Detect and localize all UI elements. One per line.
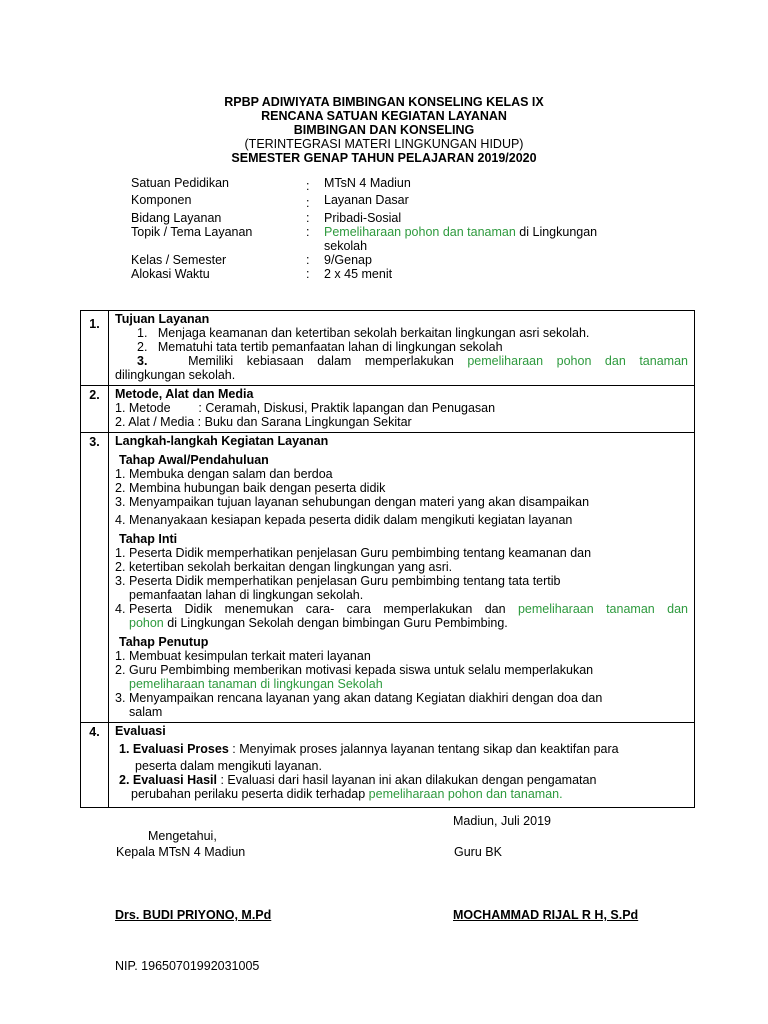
meta-key: Topik / Tema Layanan (131, 225, 253, 239)
list-item: 2. ketertiban sekolah berkaitan dengan lingkungan yang asri. (115, 560, 453, 574)
list-item: 1. Peserta Didik memperhatikan penjelasan Guru pembimbing tentang keamanan dan (115, 546, 592, 560)
meta-colon: : (306, 196, 310, 210)
guru-signature-name: MOCHAMMAD RIJAL R H, S.Pd (453, 908, 639, 922)
list-item: 2. Membina hubungan baik dengan peserta didik (115, 481, 386, 495)
section-title: Evaluasi (115, 724, 166, 738)
section-number: 2. (81, 386, 109, 433)
meta-value-line2: sekolah (324, 239, 368, 253)
meta-value: 9/Genap (324, 253, 372, 267)
document-header (0, 95, 768, 165)
tahap-penutup-title: Tahap Penutup (119, 635, 209, 649)
section-row-metode (81, 386, 695, 433)
meta-colon: : (306, 211, 310, 225)
meta-value (324, 225, 597, 253)
section-number: 1. (81, 311, 109, 386)
tahap-awal-list (115, 467, 688, 527)
meta-key: Kelas / Semester (131, 253, 227, 267)
section-title: Tujuan Layanan (115, 312, 210, 326)
place-date: Madiun, Juli 2019 (453, 814, 551, 828)
meta-value: MTsN 4 Madiun (324, 176, 411, 190)
nip: NIP. 19650701992031005 (115, 959, 260, 973)
meta-colon: : (306, 253, 310, 267)
tahap-awal-title: Tahap Awal/Pendahuluan (119, 453, 269, 467)
list-item: 3. Peserta Didik memperhatikan penjelasan Guru pembimbing tentang tata tertib pemanfaatan lahan di lingkungan sekolah. (115, 574, 561, 602)
evaluasi-proses: 1. Evaluasi Proses : Menyimak proses jalannya layanan tentang sikap dan keaktifan para (119, 742, 619, 756)
meta-key: Komponen (131, 193, 192, 207)
list-item: 3. Menyampaikan tujuan layanan sehubungan dengan materi yang akan disampaikan (115, 495, 590, 509)
evaluasi-hasil-cont: perubahan perilaku peserta didik terhadap pemeliharaan pohon dan tanaman. (131, 787, 563, 801)
meta-colon: : (306, 179, 310, 193)
section-body (109, 386, 695, 433)
list-item: 3. Memiliki kebiasaan dalam memperlakukan pemeliharaan pohon dan tanaman (137, 354, 688, 368)
section-row-evaluasi (81, 723, 695, 808)
meta-value: Pribadi-Sosial (324, 211, 402, 225)
list-item: 1. Menjaga keamanan dan ketertiban sekolah berkaitan lingkungan asri sekolah. (137, 326, 590, 340)
alat-media-line: 2. Alat / Media : Buku dan Sarana Lingkungan Sekitar (115, 415, 412, 429)
header-line-5: SEMESTER GENAP TAHUN PELAJARAN 2019/2020 (231, 151, 537, 165)
metode-line: 1. Metode : Ceramah, Diskusi, Praktik lapangan dan Penugasan (115, 401, 496, 415)
section-row-tujuan (81, 311, 695, 386)
tahap-penutup-list (115, 649, 688, 719)
meta-colon: : (306, 267, 310, 281)
list-item-continuation: dilingkungan sekolah. (115, 368, 236, 382)
section-body (109, 723, 695, 808)
tujuan-list (115, 326, 688, 354)
meta-value-green: Pemeliharaan pohon dan tanaman (324, 225, 516, 239)
evaluasi-proses-cont: peserta dalam mengikuti layanan. (135, 759, 322, 773)
kepala-signature-name: Drs. BUDI PRIYONO, M.Pd (115, 908, 272, 922)
list-item: 1. Membuka dengan salam dan berdoa (115, 467, 333, 481)
tahap-inti-list (115, 546, 688, 630)
meta-value: Layanan Dasar (324, 193, 409, 207)
mengetahui-label: Mengetahui, (148, 829, 217, 843)
meta-colon: : (306, 225, 310, 239)
list-item: 1. Membuat kesimpulan terkait materi layanan (115, 649, 371, 663)
list-item: 4. Peserta Didik menemukan cara- cara memperlakukan dan pemeliharaan tanaman dan pohon di Lingkungan Sekolah dengan bimbingan Guru Pembimbing. (115, 602, 688, 630)
header-line-2: RENCANA SATUAN KEGIATAN LAYANAN (261, 109, 507, 123)
list-item: 2. Mematuhi tata tertib pemanfaatan lahan di lingkungan sekolah (137, 340, 503, 354)
section-body (109, 433, 695, 723)
kepala-title: Kepala MTsN 4 Madiun (116, 845, 246, 859)
meta-value: 2 x 45 menit (324, 267, 393, 281)
meta-value-rest: di Lingkungan (515, 225, 598, 239)
section-title: Langkah-langkah Kegiatan Layanan (115, 434, 329, 448)
header-line-1: RPBP ADIWIYATA BIMBINGAN KONSELING KELAS IX (224, 95, 544, 109)
evaluasi-hasil: 2. Evaluasi Hasil : Evaluasi dari hasil layanan ini akan dilakukan dengan pengamatan (119, 773, 597, 787)
guru-title: Guru BK (454, 845, 502, 859)
section-title: Metode, Alat dan Media (115, 387, 254, 401)
meta-key: Alokasi Waktu (131, 267, 210, 281)
meta-key: Bidang Layanan (131, 211, 222, 225)
rpl-table (80, 310, 695, 808)
header-line-3: BIMBINGAN DAN KONSELING (293, 123, 475, 137)
list-item: 2. Guru Pembimbing memberikan motivasi kepada siswa untuk selalu memperlakukan pemeliharaan tanaman di lingkungan Sekolah (115, 663, 594, 691)
section-number: 3. (81, 433, 109, 723)
header-line-4: (TERINTEGRASI MATERI LINGKUNGAN HIDUP) (244, 137, 524, 151)
section-body (109, 311, 695, 386)
list-item: 4. Menanyakaan kesiapan kepada peserta didik dalam mengikuti kegiatan layanan (115, 513, 573, 527)
tahap-inti-title: Tahap Inti (119, 532, 178, 546)
section-number: 4. (81, 723, 109, 808)
section-row-langkah (81, 433, 695, 723)
meta-key: Satuan Pedidikan (131, 176, 229, 190)
list-item: 3. Menyampaikan rencana layanan yang akan datang Kegiatan diakhiri dengan doa dan salam (115, 691, 603, 719)
